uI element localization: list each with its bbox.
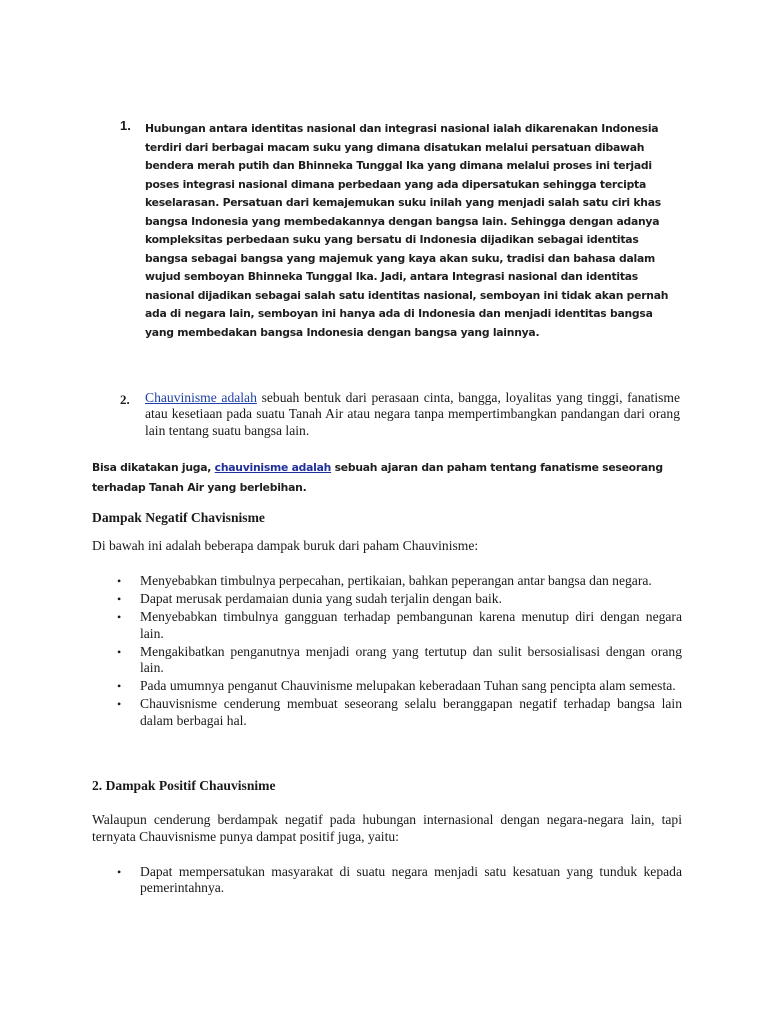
item-1-paragraph: Hubungan antara identitas nasional dan integrasi nasional ialah dikarenakan Indonesia terdiri dari berbagai macam suku yang dimana disatukan melalui persatuan dibawah bendera merah putih dan Bhinneka Tunggal Ika yang dimana melalui proses ini terjadi poses integrasi nasional dimana perbedaan yang ada dipersatukan sehingga tercipta keselarasan. Persatuan dari kemajemukan suku inilah yang menjadi salah satu ciri khas bangsa Indonesia yang membedakannya dengan bangsa lain. Sehingga dengan adanya kompleksitas perbedaan suku yang bersatu di Indonesia dijadikan sebagai identitas bangsa sebagai bangsa yang majemuk yang kaya akan suku, tradisi dan bahasa dalam wujud semboyan Bhinneka Tunggal Ika. Jadi, antara Integrasi nasional dan identitas nasional dijadikan sebagai salah satu identitas nasional, semboyan ini tidak akan pernah ada di negara lain, semboyan ini hanya ada di Indonesia dan menjadi identitas bangsa yang membedakan bangsa Indonesia dengan bangsa yang lainnya. — [145, 122, 669, 339]
bullet-icon: • — [117, 610, 122, 625]
bullet-icon: • — [117, 644, 122, 659]
positif-list — [92, 864, 682, 898]
item-2-paragraph — [145, 390, 680, 439]
list-item: • Menyebabkan timbulnya perpecahan, pertikaian, bahkan peperangan antar bangsa dan negara. — [117, 573, 652, 588]
chauvinisme-adalah-link[interactable]: chauvinisme adalah — [214, 461, 332, 474]
bisa-text-before: Bisa dikatakan juga, — [92, 461, 215, 474]
bullet-icon: • — [117, 865, 122, 879]
list-item: • Dapat merusak perdamaian dunia yang sudah terjalin dengan baik. — [117, 591, 502, 607]
bullet-icon: • — [117, 679, 122, 694]
list-item: • Pada umumnya penganut Chauvinisme melupakan keberadaan Tuhan sang pencipta alam semesta. — [117, 678, 676, 694]
bisa-text-after: sebuah ajaran dan paham tentang fanatisme seseorang terhadap Tanah Air yang berlebihan. — [92, 461, 663, 494]
list-item: • Mengakibatkan penganutnya menjadi orang yang tertutup dan sulit bersosialisasi dengan orang lain. — [117, 643, 682, 676]
list-item: • Chauvisnisme cenderung membuat seseorang selalu beranggapan negatif terhadap bangsa lain dalam berbagai hal. — [117, 696, 682, 728]
negatif-list — [92, 573, 682, 731]
bullet-icon: • — [117, 592, 122, 607]
item-number: 2. — [120, 392, 130, 407]
item-2-text: sebuah bentuk dari perasaan cinta, bangga, loyalitas yang tinggi, fanatisme atau kesetiaan pada suatu Tanah Air atau negara tanpa mempertimbangkan pandangan dari orang lain tentang suatu bangsa lain. — [145, 390, 680, 438]
bisa-paragraph — [92, 458, 682, 497]
intro-dampak-positif: Walaupun cenderung berdampak negatif pada hubungan internasional dengan negara-negara lain, tapi ternyata Chauvisnisme punya dampat positif juga, yaitu: — [92, 812, 682, 844]
list-item: • Dapat mempersatukan masyarakat di suatu negara menjadi satu kesatuan yang tunduk kepada pemerintahnya. — [117, 864, 682, 896]
intro-dampak-negatif: Di bawah ini adalah beberapa dampak buruk dari paham Chauvinisme: — [92, 538, 479, 553]
heading-dampak-positif: 2. Dampak Positif Chauvisnime — [92, 778, 276, 793]
bullet-icon: • — [117, 697, 122, 712]
bullet-icon: • — [117, 574, 122, 588]
item-number: 1. — [120, 118, 131, 133]
chauvinisme-link[interactable]: Chauvinisme adalah — [145, 390, 257, 405]
heading-dampak-negatif: Dampak Negatif Chavisnisme — [92, 510, 265, 525]
list-item: • Menyebabkan timbulnya gangguan terhadap pembangunan karena menutup diri dengan negara lain. — [117, 609, 682, 641]
